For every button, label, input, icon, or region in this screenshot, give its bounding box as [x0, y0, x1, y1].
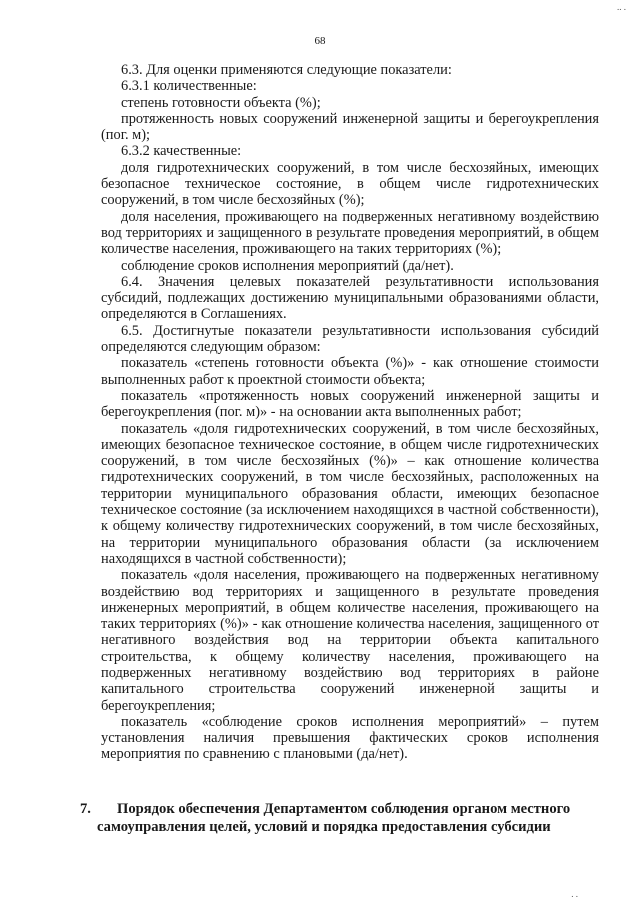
- page-number: 68: [314, 35, 326, 47]
- paragraph-population-share: доля населения, проживающего на подверженных негативному воздействию вод территориях и защищенного в результате проведения мероприятий, в общем количестве населения, проживающего на таких территориях (%);: [101, 208, 599, 258]
- paragraph-6-4: 6.4. Значения целевых показателей результативности использования субсидий, подлежащих достижению муниципальными образованиями области, определяются в Соглашениях.: [101, 273, 599, 323]
- section-title: Порядок обеспечения Департаментом соблюдения органом местного самоуправления целей, условий и порядка предоставления субсидии: [97, 801, 571, 835]
- paragraph-6-3: 6.3. Для оценки применяются следующие показатели:: [121, 62, 452, 78]
- section-number: 7.: [80, 801, 91, 817]
- paragraph-6-3-1: 6.3.1 количественные:: [121, 78, 257, 95]
- paragraph-hydro-share: доля гидротехнических сооружений, в том числе бесхозяйных, имеющих безопасное техническое состояние, в общем числе гидротехнических сооружений, в том числе бесхозяйных (%);: [101, 159, 599, 209]
- paragraph-length: протяженность новых сооружений инженерной защиты и берегоукрепления (пог. м);: [101, 110, 599, 144]
- paragraph-indicator-deadlines: показатель «соблюдение сроков исполнения мероприятий» – путем установления наличия превышения фактических сроков исполнения мероприятия по сравнению с плановыми (да/нет).: [101, 713, 599, 763]
- scan-mark-top: .. .: [617, 2, 626, 12]
- paragraph-6-5: 6.5. Достигнутые показатели результативности использования субсидий определяются следующим образом:: [101, 322, 599, 356]
- paragraph-readiness: степень готовности объекта (%);: [121, 94, 321, 111]
- paragraph-indicator-population: показатель «доля населения, проживающего на подверженных негативному воздействию вод территориях и защищенного в результате проведения инженерных мероприятий, в общем количестве населения, проживающего на таких территориях (%)» - как отношение количества населения, защищенного от негативного воздействия вод на территории объекта капитального строительства, к общему количеству населения, проживающего на подверженных негативному воздействию вод территориях в районе капитального строительства сооружений инженерной защиты и берегоукрепления;: [101, 567, 599, 714]
- scan-mark-bottom: . .: [571, 889, 578, 899]
- paragraph-indicator-hydro: показатель «доля гидротехнических сооружений, в том числе бесхозяйных, имеющих безопасное техническое состояние, в общем числе гидротехнических сооружений, в том числе бесхозяйных (%)» – как отношение количества гидротехнических сооружений, в том числе бесхозяйных, расположенных на территории муниципального образования области, имеющих безопасное техническое состояние (за исключением находящихся в частной собственности), к общему количеству гидротехнических сооружений, в том числе бесхозяйных, на территории муниципального образования области (за исключением находящихся в частной собственности);: [101, 420, 599, 567]
- body-text: [101, 62, 599, 763]
- paragraph-6-3-2: 6.3.2 качественные:: [121, 143, 242, 160]
- paragraph-indicator-length: показатель «протяженность новых сооружений инженерной защиты и берегоукрепления (пог. м)» - на основании акта выполненных работ;: [101, 387, 599, 421]
- paragraph-deadlines: соблюдение сроков исполнения мероприятий (да/нет).: [121, 257, 454, 274]
- paragraph-indicator-readiness: показатель «степень готовности объекта (%)» - как отношение стоимости выполненных работ к проектной стоимости объекта;: [101, 355, 599, 388]
- section-heading: [80, 800, 600, 836]
